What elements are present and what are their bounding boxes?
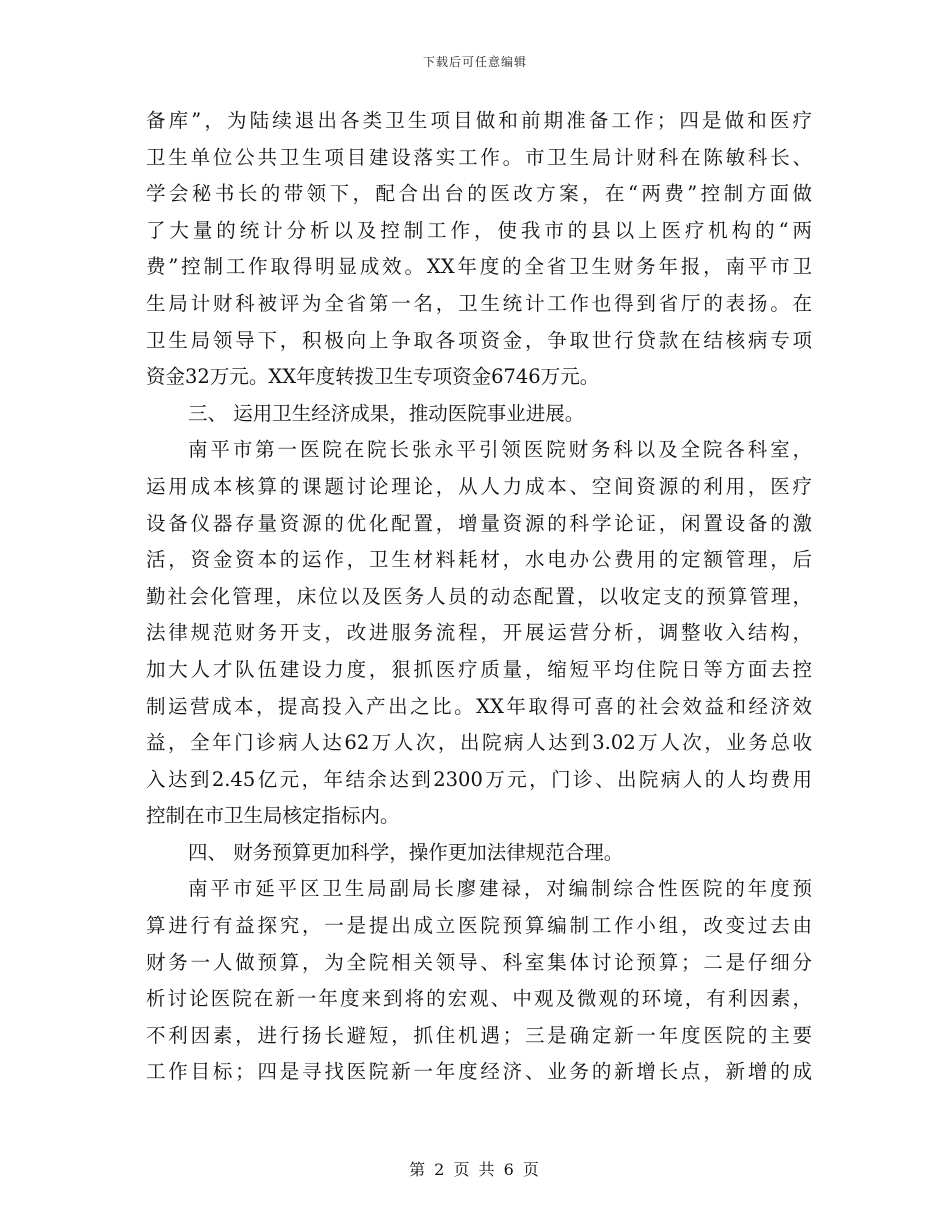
- paragraph-line: 勤社会化管理，床位以及医务人员的动态配置，以收定支的预算管理，: [146, 584, 812, 608]
- paragraph-line: 财务一人做预算，为全院相关领导、科室集体讨论预算；二是仔细分: [146, 950, 812, 974]
- paragraph-line: 卫生局领导下，积极向上争取各项资金，争取世行贷款在结核病专项: [146, 328, 812, 352]
- paragraph-line: 不利因素，进行扬长避短，抓住机遇；三是确定新一年度医院的主要: [146, 1023, 812, 1047]
- paragraph-line: 备库”，为陆续退出各类卫生项目做和前期准备工作；四是做和医疗: [146, 109, 812, 132]
- paragraph-line: 加大人才队伍建设力度，狠抓医疗质量，缩短平均住院日等方面去控: [146, 657, 812, 681]
- paragraph-line: 工作目标；四是寻找医院新一年度经济、业务的新增长点，新增的成: [146, 1060, 812, 1084]
- page-header: 下载后可任意编辑: [422, 55, 527, 69]
- paragraph-line: 运用成本核算的课题讨论理论，从人力成本、空间资源的利用，医疗: [146, 474, 812, 498]
- paragraph-line: 学会秘书长的带领下，配合出台的医改方案，在“两费”控制方面做: [146, 182, 812, 206]
- paragraph-line: 活，资金资本的运作，卫生材料耗材，水电办公费用的定额管理，后: [146, 548, 812, 572]
- paragraph-line: 了大量的统计分析以及控制工作，使我市的县以上医疗机构的“两: [146, 218, 812, 242]
- paragraph-line: 南平市第一医院在院长张永平引领医院财务科以及全院各科室，: [188, 438, 812, 462]
- section-heading: 四、 财务预算更加科学，操作更加法律规范合理。: [188, 840, 624, 864]
- body-text: [146, 103, 812, 1091]
- page-number-footer: 第 2 页 共 6 页: [409, 1160, 541, 1179]
- paragraph-line: 控制在市卫生局核定指标内。: [146, 804, 400, 828]
- paragraph-line: 入达到2.45亿元，年结余达到2300万元，门诊、出院病人的人均费用: [146, 767, 812, 791]
- paragraph-line: 南平市延平区卫生局副局长廖建禄，对编制综合性医院的年度预: [188, 877, 812, 901]
- paragraph-line: 生局计财科被评为全省第一名，卫生统计工作也得到省厅的表扬。在: [146, 291, 812, 315]
- paragraph-line: 算进行有益探究，一是提出成立医院预算编制工作小组，改变过去由: [146, 914, 812, 938]
- paragraph-line: 制运营成本，提高投入产出之比。XX年取得可喜的社会效益和经济效: [146, 694, 812, 718]
- paragraph-line: 卫生单位公共卫生项目建设落实工作。市卫生局计财科在陈敏科长、: [146, 145, 812, 169]
- section-heading: 三、 运用卫生经济成果，推动医院事业进展。: [188, 401, 585, 425]
- paragraph-line: 析讨论医院在新一年度来到将的宏观、中观及微观的环境，有利因素，: [146, 987, 812, 1011]
- paragraph-line: 法律规范财务开支，改进服务流程，开展运营分析，调整收入结构，: [146, 621, 812, 645]
- paragraph-line: 设备仪器存量资源的优化配置，增量资源的科学论证，闲置设备的激: [146, 511, 812, 535]
- paragraph-line: 费”控制工作取得明显成效。XX年度的全省卫生财务年报，南平市卫: [146, 255, 812, 279]
- paragraph-line: 益，全年门诊病人达62万人次，出院病人达到3.02万人次，业务总收: [146, 731, 812, 755]
- paragraph-line: 资金32万元。XX年度转拨卫生专项资金6746万元。: [146, 365, 600, 389]
